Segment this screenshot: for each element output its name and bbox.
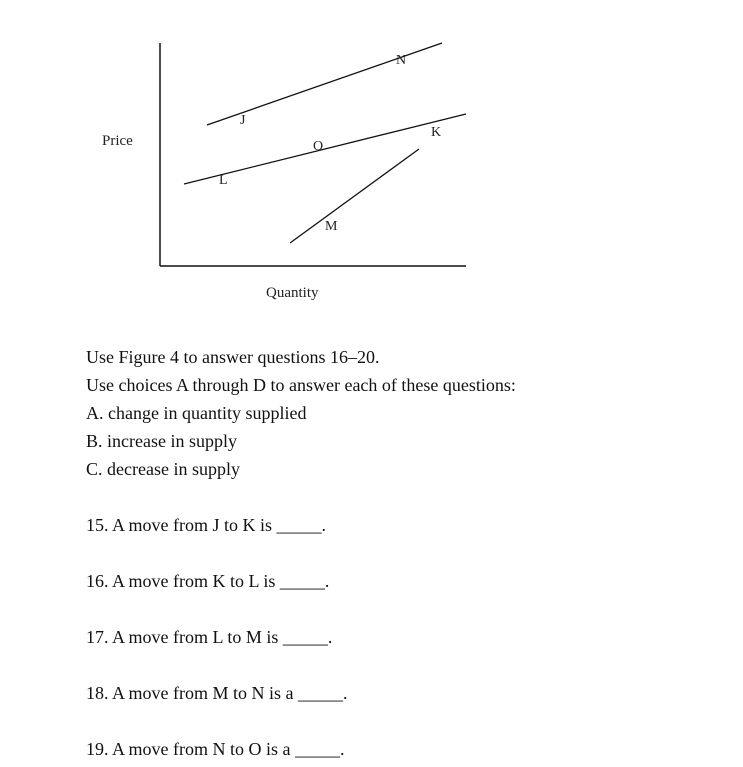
supply-curves-figure (0, 0, 743, 320)
supply-curve-lower (290, 149, 419, 243)
x-axis-label: Quantity (266, 285, 319, 301)
choice-item: B. increase in supply (86, 431, 237, 451)
point-label-o: O (313, 139, 324, 154)
question-item: 18. A move from M to N is a _____. (86, 683, 348, 703)
point-label-k: K (431, 125, 442, 140)
point-label-n: N (396, 53, 407, 68)
choice-item: A. change in quantity supplied (86, 403, 307, 423)
point-label-m: M (325, 219, 338, 234)
question-text (86, 343, 516, 763)
question-item: 16. A move from K to L is _____. (86, 571, 330, 591)
question-item: 15. A move from J to K is _____. (86, 515, 327, 535)
point-label-j: J (240, 113, 246, 128)
y-axis-label: Price (102, 133, 133, 149)
point-label-l: L (219, 173, 228, 188)
choice-item: C. decrease in supply (86, 459, 240, 479)
question-item: 17. A move from L to M is _____. (86, 627, 333, 647)
instruction-line: Use choices A through D to answer each of these questions: (86, 375, 516, 395)
instruction-line: Use Figure 4 to answer questions 16–20. (86, 347, 380, 367)
question-item: 19. A move from N to O is a _____. (86, 739, 345, 759)
